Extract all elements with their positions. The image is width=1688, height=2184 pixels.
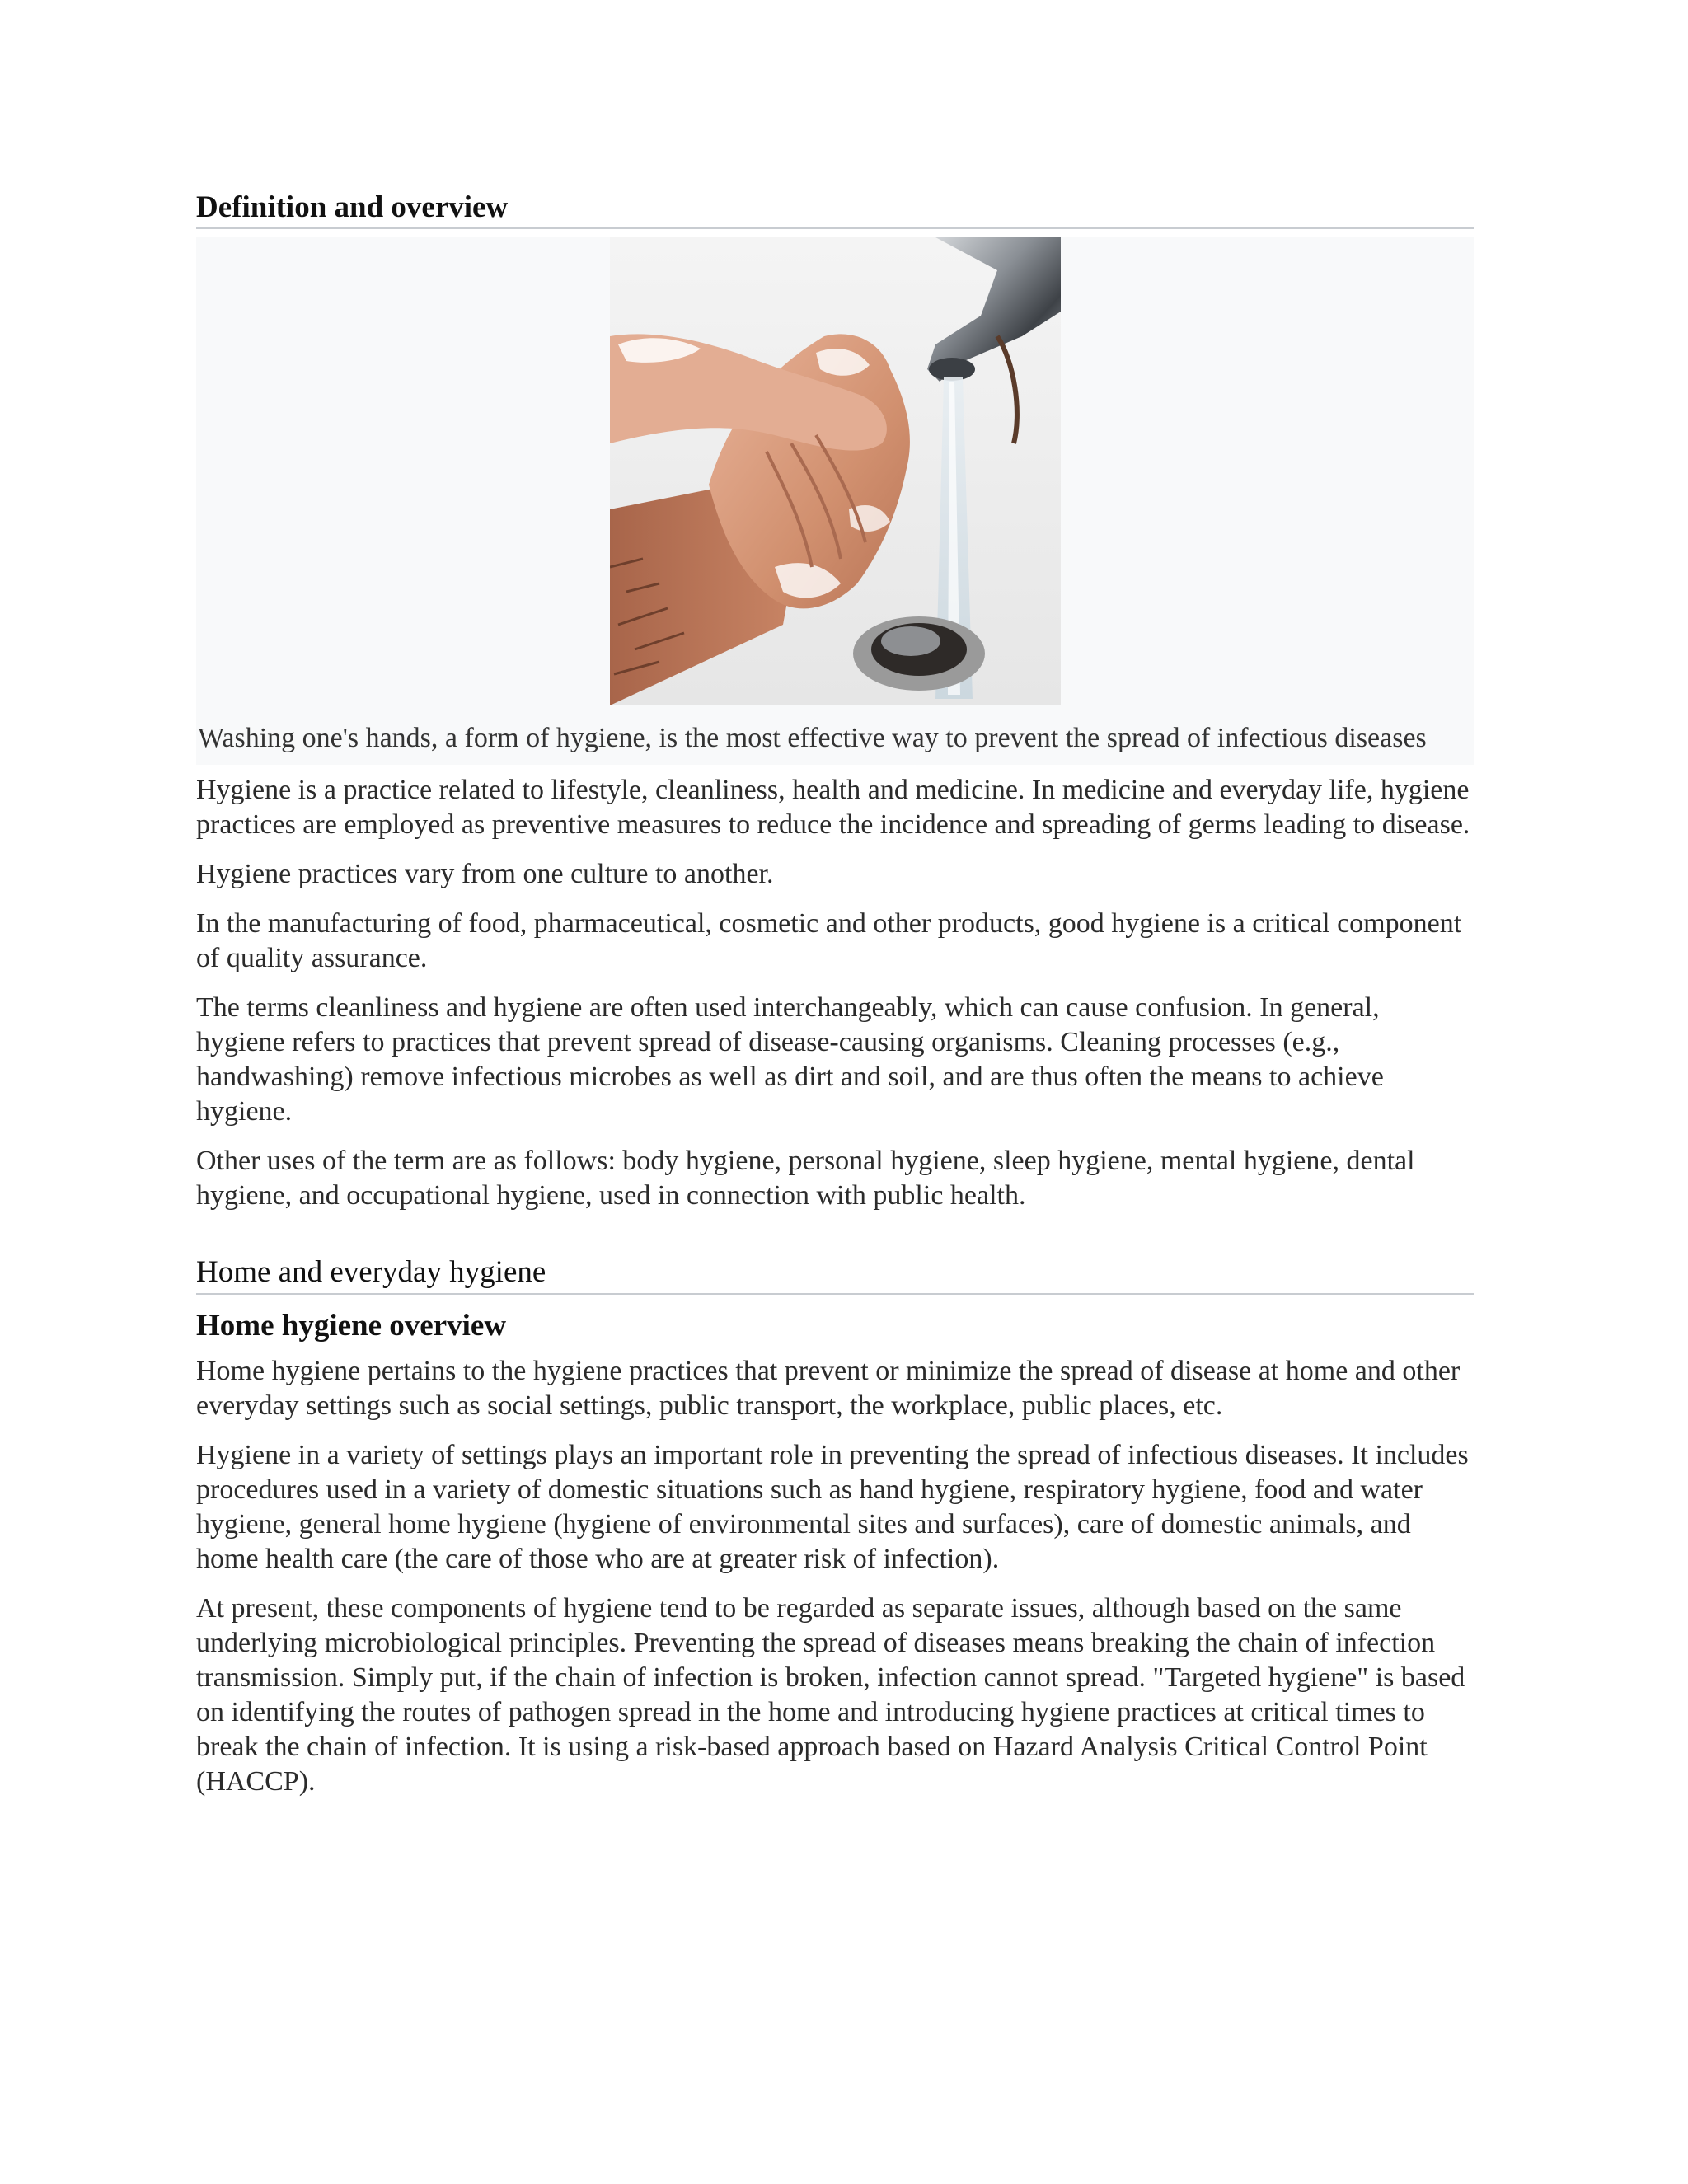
paragraph: The terms cleanliness and hygiene are often used interchangeably, which can cause confusion. In general, hygiene refers to practices that prevent spread of disease-causing organisms. Cleaning processes (e.g., handwashing) remove infectious microbes as well as dirt and soil, and are thus often the means to achieve hygiene. [196, 992, 1384, 1127]
figure-caption: Washing one's hands, a form of hygiene, is the most effective way to prevent the spread of infectious diseases [198, 723, 1427, 754]
paragraph: At present, these components of hygiene tend to be regarded as separate issues, although based on the same underlying microbiological principles. Preventing the spread of diseases means breaking the chain of infection transmission. Simply put, if the chain of infection is broken, infection cannot spread. "Targeted hygiene" is based on identifying the routes of pathogen spread in the home and introducing hygiene practices at critical times to break the chain of infection. It is using a risk-based approach based on Hazard Analysis Critical Control Point (HACCP). [196, 1592, 1465, 1797]
paragraph: In the manufacturing of food, pharmaceutical, cosmetic and other products, good hygiene is a critical component of quality assurance. [196, 908, 1462, 974]
paragraph: Hygiene in a variety of settings plays an important role in preventing the spread of infectious diseases. It includes procedures used in a variety of domestic situations such as hand hygiene, respiratory hygiene, food and water hygiene, general home hygiene (hygiene of environmental sites and surfaces), care of domestic animals, and home health care (the care of those who are at greater risk of infection). [196, 1439, 1469, 1574]
paragraph: Other uses of the term are as follows: body hygiene, personal hygiene, sleep hygiene, mental hygiene, dental hygiene, and occupational hygiene, used in connection with public health. [196, 1146, 1415, 1212]
handwashing-photo-icon [610, 237, 1061, 705]
paragraph: Hygiene practices vary from one culture to another. [196, 859, 774, 890]
subsection-heading-home-overview: Home hygiene overview [196, 1308, 507, 1343]
paragraph: Hygiene is a practice related to lifestyle, cleanliness, health and medicine. In medicine and everyday life, hygiene practices are employed as preventive measures to reduce the incidence and spreading of germs leading to disease. [196, 775, 1470, 841]
section-heading-definition: Definition and overview [196, 190, 1474, 229]
figure-box [196, 237, 1474, 765]
section-heading-home: Home and everyday hygiene [196, 1254, 1474, 1294]
paragraph: Home hygiene pertains to the hygiene practices that prevent or minimize the spread of disease at home and other everyday settings such as social settings, public transport, the workplace, public places, etc. [196, 1355, 1461, 1421]
document-page [196, 190, 1474, 1799]
